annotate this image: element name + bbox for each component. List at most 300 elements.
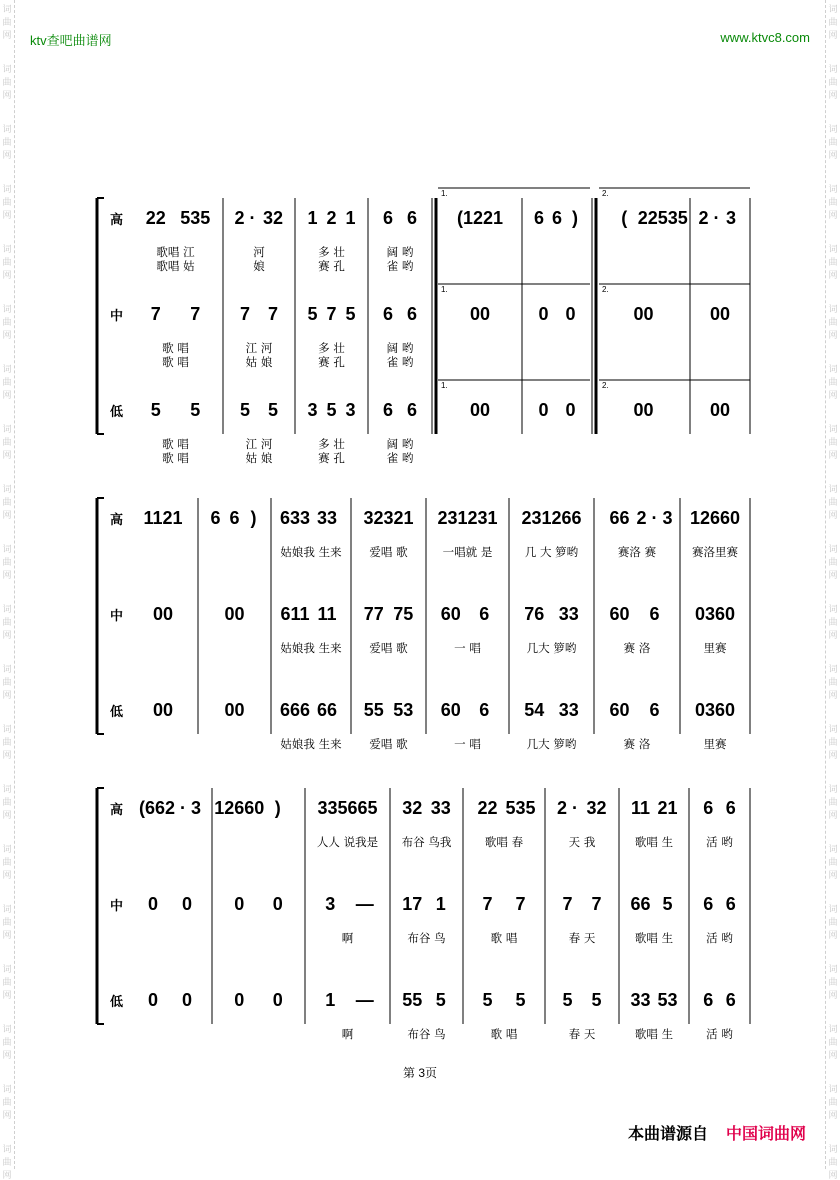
header-site-url[interactable]: www.ktvc8.com xyxy=(720,30,810,45)
note-group: 1 xyxy=(325,990,336,1010)
note-group: 0 xyxy=(147,894,159,914)
lyric-text: 活 哟 xyxy=(706,931,733,945)
note-group: 6 xyxy=(406,208,418,228)
note-group: 66 xyxy=(316,700,338,720)
lyric-text: 江 河 xyxy=(245,341,273,355)
lyric-text: 赛 洛 xyxy=(623,641,651,655)
footer-source[interactable] xyxy=(628,1121,806,1144)
volta-label: 1. xyxy=(441,189,448,198)
watermark-char: 网 xyxy=(2,870,12,880)
watermark-char: 网 xyxy=(828,1050,838,1060)
watermark-char: 曲 xyxy=(828,557,838,567)
note-group: 66 xyxy=(630,894,651,914)
note-group: 3 xyxy=(325,894,336,914)
note-group: 00 xyxy=(152,700,174,720)
lyric-text: 人人 说我是 xyxy=(316,835,379,849)
note-group: 5 xyxy=(591,990,602,1010)
lyric-text: 爱唱 歌 xyxy=(369,545,408,559)
lyric-text: 歌唱 生 xyxy=(634,1027,674,1041)
note-group: 0 xyxy=(272,990,283,1010)
note-group: — xyxy=(355,990,374,1010)
note-group: 0 xyxy=(272,894,283,914)
watermark-char: 词 xyxy=(828,484,838,494)
note-group: 7 xyxy=(267,304,279,324)
watermark-char: 曲 xyxy=(2,317,12,327)
watermark-char: 网 xyxy=(2,510,12,520)
lyric-text: 雀 哟 xyxy=(386,259,414,273)
lyric-text: 一 唱 xyxy=(454,641,481,655)
note-group: 335665 xyxy=(317,798,378,818)
note-group: 6 xyxy=(479,700,490,720)
lyric-text: 阔 哟 xyxy=(386,437,414,451)
lyric-text: 春 天 xyxy=(568,1027,596,1041)
watermark-char: 词 xyxy=(828,664,838,674)
watermark-char: 网 xyxy=(828,990,838,1000)
lyric-text: 歌唱 春 xyxy=(484,835,524,849)
watermark-char: 曲 xyxy=(2,197,12,207)
lyric-text: 活 哟 xyxy=(706,835,733,849)
note-group: 6 xyxy=(229,508,240,528)
note-group: 7 xyxy=(515,894,526,914)
lyric-text: 娘 xyxy=(253,259,265,273)
lyric-text: 多 壮 xyxy=(318,437,345,451)
watermark-char: 网 xyxy=(2,390,12,400)
note-group: 77 xyxy=(363,604,384,624)
watermark-char: 曲 xyxy=(828,917,838,927)
watermark-char: 网 xyxy=(2,810,12,820)
watermark-char: 曲 xyxy=(2,857,12,867)
watermark-char: 词 xyxy=(2,484,12,494)
lyric-text: 河 xyxy=(253,245,265,259)
watermark-char: 词 xyxy=(2,664,12,674)
part-label: 低 xyxy=(110,705,124,720)
watermark-char: 词 xyxy=(828,64,838,74)
note-group: ( xyxy=(621,208,628,228)
watermark-char: 网 xyxy=(828,510,838,520)
header-site-name[interactable]: ktv查吧曲谱网 xyxy=(30,33,112,48)
lyric-text: 歌 唱 xyxy=(162,341,189,355)
volta-label: 2. xyxy=(602,189,609,198)
watermark-char: 曲 xyxy=(2,617,12,627)
watermark-char: 网 xyxy=(2,330,12,340)
lyric-text: 活 哟 xyxy=(706,1027,733,1041)
note-group: 22535 xyxy=(637,208,688,228)
note-group: 6 xyxy=(551,208,563,228)
watermark-char: 曲 xyxy=(828,1097,838,1107)
watermark-char: 词 xyxy=(2,1144,12,1154)
note-group: ) xyxy=(274,798,281,818)
watermark-char: 网 xyxy=(2,930,12,940)
note-group: 5 xyxy=(326,400,337,420)
lyric-text: 一唱就 是 xyxy=(442,545,493,559)
lyric-text: 歌 唱 xyxy=(490,931,518,945)
watermark-char: 网 xyxy=(828,810,838,820)
footer-site-link[interactable]: 中国词曲网 xyxy=(725,1126,806,1143)
volta-label: 2. xyxy=(602,381,609,390)
watermark-char: 曲 xyxy=(2,977,12,987)
note-group: ) xyxy=(572,208,578,228)
watermark-char: 网 xyxy=(2,90,12,100)
page-number: 第 3页 xyxy=(402,1066,437,1080)
watermark-char: 曲 xyxy=(828,497,838,507)
note-group: — xyxy=(355,894,374,914)
note-group: 2 · xyxy=(234,208,256,228)
lyric-text: 多 壮 xyxy=(318,245,345,259)
note-group: 00 xyxy=(152,604,174,624)
footer-source-text: 本曲谱源自 xyxy=(627,1126,708,1143)
note-group: 666 xyxy=(279,700,311,720)
note-group: 60 xyxy=(609,700,630,720)
lyric-text: 歌唱 生 xyxy=(634,835,674,849)
watermark-char: 曲 xyxy=(2,557,12,567)
note-group: 0 xyxy=(147,990,159,1010)
note-group: 12660 xyxy=(214,798,265,818)
note-group: 5 xyxy=(307,304,318,324)
note-group: 1 xyxy=(307,208,318,228)
lyric-text: 江 河 xyxy=(245,437,273,451)
note-group: 6 xyxy=(479,604,490,624)
lyric-text: 布谷 鸟我 xyxy=(401,835,452,849)
lyric-text: 雀 哟 xyxy=(386,355,414,369)
watermark-char: 曲 xyxy=(2,797,12,807)
watermark-char: 词 xyxy=(2,1024,12,1034)
note-group: ) xyxy=(250,508,257,528)
note-group: (662 · 3 xyxy=(138,798,202,818)
watermark-char: 网 xyxy=(2,690,12,700)
lyric-text: 几大 箩哟 xyxy=(526,641,577,655)
watermark-char: 曲 xyxy=(2,437,12,447)
lyric-text: 一 唱 xyxy=(454,737,481,751)
lyric-text: 啊 xyxy=(341,931,354,945)
watermark-char: 词 xyxy=(2,544,12,554)
watermark-char: 曲 xyxy=(828,677,838,687)
note-group: 00 xyxy=(224,700,245,720)
part-label: 高 xyxy=(110,513,124,528)
note-group: 535 xyxy=(505,798,536,818)
note-group: 5 xyxy=(150,400,161,420)
watermark-char: 词 xyxy=(828,784,838,794)
note-group: 21 xyxy=(657,798,678,818)
watermark-char: 曲 xyxy=(2,677,12,687)
watermark-char: 网 xyxy=(828,870,838,880)
lyric-text: 阔 哟 xyxy=(386,341,414,355)
note-group: 7 xyxy=(239,304,251,324)
note-group: 17 xyxy=(402,894,423,914)
note-group: 60 xyxy=(440,604,461,624)
watermark-char: 曲 xyxy=(2,77,12,87)
lyric-text: 歌 唱 xyxy=(490,1027,518,1041)
watermark-char: 网 xyxy=(2,210,12,220)
watermark-char: 网 xyxy=(828,630,838,640)
note-group: 6 xyxy=(649,700,660,720)
part-label: 中 xyxy=(110,899,124,914)
watermark-char: 网 xyxy=(2,270,12,280)
watermark-char: 词 xyxy=(828,1024,838,1034)
note-group: 2 · xyxy=(556,798,579,818)
note-group: 6 xyxy=(703,990,714,1010)
part-label: 高 xyxy=(110,213,124,228)
volta-label: 2. xyxy=(602,285,609,294)
watermark-char: 曲 xyxy=(828,137,838,147)
watermark-char: 曲 xyxy=(2,917,12,927)
lyric-text: 布谷 鸟 xyxy=(407,1027,446,1041)
watermark-char: 网 xyxy=(828,570,838,580)
note-group: 5 xyxy=(662,894,673,914)
lyric-text: 赛 孔 xyxy=(318,259,345,273)
watermark-char: 词 xyxy=(828,304,838,314)
lyric-text: 天 我 xyxy=(568,835,596,849)
watermark-char: 网 xyxy=(828,90,838,100)
note-group: 0360 xyxy=(694,604,736,624)
note-group: 6 xyxy=(703,798,714,818)
note-group: (1221 xyxy=(456,208,504,228)
lyric-text: 阔 哟 xyxy=(386,245,414,259)
note-group: 0360 xyxy=(694,700,736,720)
watermark-char: 曲 xyxy=(828,977,838,987)
watermark-char: 网 xyxy=(828,210,838,220)
note-group: 7 xyxy=(591,894,602,914)
watermark-char: 曲 xyxy=(2,737,12,747)
lyric-text: 歌 唱 xyxy=(162,451,189,465)
note-group: 00 xyxy=(224,604,245,624)
note-group: 535 xyxy=(180,208,211,228)
watermark-char: 网 xyxy=(828,150,838,160)
note-group: 1121 xyxy=(143,508,183,528)
part-label: 低 xyxy=(110,995,124,1010)
lyric-text: 赛 洛 xyxy=(623,737,651,751)
watermark-char: 曲 xyxy=(828,797,838,807)
watermark-char: 词 xyxy=(828,904,838,914)
watermark-char: 网 xyxy=(828,1170,838,1180)
note-group: 54 xyxy=(524,700,545,720)
note-group: 0 xyxy=(565,304,576,324)
watermark-char: 词 xyxy=(828,604,838,614)
note-group: 231266 xyxy=(521,508,582,528)
part-label: 中 xyxy=(110,309,124,324)
watermark-char: 网 xyxy=(2,630,12,640)
note-group: 55 xyxy=(363,700,384,720)
watermark-char: 词 xyxy=(828,844,838,854)
lyric-text: 姑娘我 生来 xyxy=(280,737,342,751)
watermark-char: 词 xyxy=(2,964,12,974)
watermark-char: 曲 xyxy=(828,317,838,327)
note-group: 00 xyxy=(633,304,654,324)
watermark-char: 网 xyxy=(828,930,838,940)
lyric-text: 姑娘我 生来 xyxy=(280,545,342,559)
note-group: 2 · xyxy=(698,208,720,228)
note-group: 611 xyxy=(280,604,310,624)
watermark-char: 网 xyxy=(828,750,838,760)
note-group: 5 xyxy=(239,400,251,420)
note-group: 5 xyxy=(190,400,201,420)
watermark-char: 网 xyxy=(828,30,838,40)
note-group: 5 xyxy=(267,400,279,420)
note-group: 6 xyxy=(703,894,714,914)
lyric-text: 雀 哟 xyxy=(386,451,414,465)
note-group: 33 xyxy=(316,508,338,528)
lyric-text: 赛 孔 xyxy=(318,355,345,369)
note-group: 1 xyxy=(435,894,446,914)
note-group: 0 xyxy=(234,990,245,1010)
watermark-char: 曲 xyxy=(828,857,838,867)
note-group: 33 xyxy=(630,990,651,1010)
watermark-char: 曲 xyxy=(2,137,12,147)
watermark-char: 词 xyxy=(2,724,12,734)
note-group: 2 xyxy=(326,208,337,228)
lyric-text: 里赛 xyxy=(703,737,727,751)
part-label: 高 xyxy=(110,803,124,818)
note-group: 66 xyxy=(609,508,630,528)
lyric-text: 歌唱 生 xyxy=(634,931,674,945)
note-group: 53 xyxy=(393,700,414,720)
watermark-char: 词 xyxy=(828,4,838,14)
note-group: 0 xyxy=(565,400,576,420)
lyric-text: 爱唱 歌 xyxy=(369,641,408,655)
note-group: 00 xyxy=(633,400,654,420)
note-group: 00 xyxy=(469,400,491,420)
note-group: 5 xyxy=(562,990,573,1010)
watermark-char: 曲 xyxy=(828,197,838,207)
watermark-char: 曲 xyxy=(828,377,838,387)
watermark-char: 词 xyxy=(828,1144,838,1154)
note-group: 55 xyxy=(402,990,423,1010)
watermark-char: 词 xyxy=(2,1084,12,1094)
note-group: 7 xyxy=(326,304,337,324)
note-group: 5 xyxy=(482,990,493,1010)
lyric-text: 姑娘我 生来 xyxy=(280,641,342,655)
note-group: 2 · 3 xyxy=(636,508,673,528)
watermark-char: 网 xyxy=(2,750,12,760)
note-group: 32 xyxy=(586,798,607,818)
watermark-char: 曲 xyxy=(2,1097,12,1107)
note-group: 3 xyxy=(307,400,318,420)
note-group: 3 xyxy=(345,400,356,420)
note-group: 1 xyxy=(345,208,356,228)
watermark-char: 曲 xyxy=(2,1157,12,1167)
watermark-char: 网 xyxy=(828,1110,838,1120)
watermark-char: 曲 xyxy=(2,497,12,507)
note-group: 5 xyxy=(345,304,356,324)
note-group: 33 xyxy=(558,700,579,720)
lyric-text: 赛洛里赛 xyxy=(692,545,738,559)
watermark-char: 词 xyxy=(2,844,12,854)
watermark-char: 网 xyxy=(2,1170,12,1180)
note-group: 6 xyxy=(725,798,736,818)
note-group: 60 xyxy=(609,604,630,624)
note-group: 00 xyxy=(709,400,731,420)
note-group: 32321 xyxy=(363,508,414,528)
watermark-char: 网 xyxy=(2,1050,12,1060)
watermark-char: 网 xyxy=(828,270,838,280)
watermark-char: 词 xyxy=(2,4,12,14)
lyric-text: 布谷 鸟 xyxy=(407,931,446,945)
watermark-char: 词 xyxy=(828,364,838,374)
lyric-text: 歌 唱 xyxy=(162,355,189,369)
lyric-text: 姑 娘 xyxy=(245,355,273,369)
watermark-char: 网 xyxy=(2,30,12,40)
note-group: 76 xyxy=(524,604,545,624)
watermark-char: 词 xyxy=(828,544,838,554)
note-group: 7 xyxy=(150,304,161,324)
volta-label: 1. xyxy=(441,285,448,294)
watermark-char: 曲 xyxy=(828,17,838,27)
watermark-char: 曲 xyxy=(2,257,12,267)
watermark-char: 词 xyxy=(828,124,838,134)
volta-label: 1. xyxy=(441,381,448,390)
watermark-char: 网 xyxy=(2,1110,12,1120)
watermark-char: 曲 xyxy=(2,17,12,27)
note-group: 0 xyxy=(181,894,193,914)
watermark-char: 词 xyxy=(828,964,838,974)
note-group: 60 xyxy=(440,700,461,720)
watermark-char: 曲 xyxy=(828,257,838,267)
note-group: 6 xyxy=(725,894,736,914)
note-group: 7 xyxy=(562,894,573,914)
watermark-char: 词 xyxy=(2,64,12,74)
note-group: 6 xyxy=(382,400,394,420)
watermark-char: 曲 xyxy=(828,737,838,747)
note-group: 0 xyxy=(538,400,549,420)
part-label: 低 xyxy=(110,405,124,420)
note-group: 22 xyxy=(477,798,498,818)
watermark-char: 曲 xyxy=(828,437,838,447)
watermark-char: 词 xyxy=(2,184,12,194)
watermark-char: 曲 xyxy=(828,617,838,627)
watermark-char: 词 xyxy=(828,244,838,254)
watermark-char: 词 xyxy=(2,784,12,794)
watermark-char: 词 xyxy=(2,124,12,134)
watermark-char: 曲 xyxy=(2,377,12,387)
watermark-char: 网 xyxy=(2,570,12,580)
note-group: 6 xyxy=(406,304,418,324)
lyric-text: 几大 箩哟 xyxy=(526,737,577,751)
watermark-char: 网 xyxy=(828,690,838,700)
watermark-char: 网 xyxy=(828,330,838,340)
note-group: 00 xyxy=(709,304,731,324)
note-group: 7 xyxy=(190,304,201,324)
note-group: 3 xyxy=(725,208,737,228)
note-group: 75 xyxy=(393,604,414,624)
watermark-char: 词 xyxy=(2,604,12,614)
note-group: 53 xyxy=(657,990,678,1010)
note-group: 33 xyxy=(430,798,451,818)
note-group: 633 xyxy=(279,508,311,528)
watermark-char: 词 xyxy=(2,364,12,374)
lyric-text: 几 大 箩哟 xyxy=(524,545,579,559)
note-group: 7 xyxy=(482,894,493,914)
note-group: 22 xyxy=(145,208,166,228)
lyric-text: 啊 xyxy=(341,1027,354,1041)
watermark-char: 网 xyxy=(2,150,12,160)
watermark-char: 词 xyxy=(2,244,12,254)
note-group: 00 xyxy=(469,304,491,324)
note-group: 0 xyxy=(538,304,549,324)
lyric-text: 里赛 xyxy=(703,641,727,655)
watermark-char: 曲 xyxy=(2,1037,12,1047)
note-group: 5 xyxy=(515,990,526,1010)
watermark-char: 曲 xyxy=(828,1037,838,1047)
watermark-char: 网 xyxy=(828,450,838,460)
watermark-char: 词 xyxy=(2,904,12,914)
watermark-char: 词 xyxy=(828,724,838,734)
lyric-text: 春 天 xyxy=(568,931,596,945)
note-group: 6 xyxy=(382,208,394,228)
part-label: 中 xyxy=(110,609,124,624)
note-group: 0 xyxy=(234,894,245,914)
watermark-char: 网 xyxy=(2,990,12,1000)
watermark-char: 词 xyxy=(828,424,838,434)
lyric-text: 歌 唱 xyxy=(162,437,189,451)
